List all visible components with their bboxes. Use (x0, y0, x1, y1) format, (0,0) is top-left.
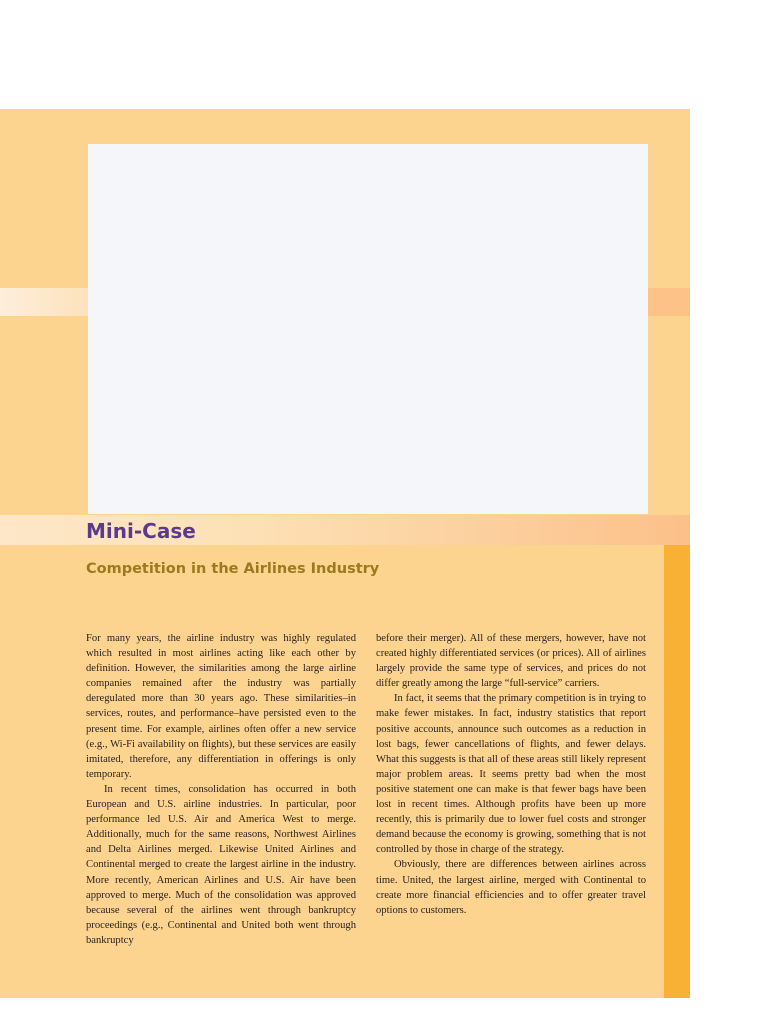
paragraph: In fact, it seems that the primary competition is in trying to make fewer mistakes. In fact, industry statistics that report positive accounts, announce such outcomes as a reduction in lost bags, fewer cancellations of flights, and fewer delays. What this suggests is that all of these areas still likely represent major problem areas. It seems pretty bad when the most positive statement one can make is that fewer bags have been lost in recent times. Although profits have been up more recently, this is primarily due to lower fuel costs and stronger demand because the economy is growing, something that is not controlled by those in charge of the strategy. (376, 693, 646, 856)
image-placeholder (88, 144, 648, 514)
left-accent-stripe (0, 288, 88, 316)
left-text-column (86, 631, 356, 948)
right-text-column (376, 631, 646, 918)
paragraph: In recent times, consolidation has occurred in both European and U.S. airline industries. In particular, poor performance led U.S. Air and America West to merge. Additionally, much for the same reasons, Northwest Airlines and Delta Airlines merged. Likewise United Airlines and Continental merged to create the largest airline in the industry. More recently, American Airlines and U.S. Air have been approved to merge. Much of the consolidation was approved because several of the airlines went through bankruptcy proceedings (e.g., Continental and United both went through bankruptcy (86, 783, 356, 946)
paragraph: before their merger). All of these mergers, however, have not created highly differentiated services (or prices). All of airlines largely provide the same type of services, and prices do not differ greatly among the large “full-service” carriers. (376, 633, 646, 690)
case-title: Competition in the Airlines Industry (86, 561, 380, 577)
section-label: Mini-Case (86, 519, 196, 543)
side-accent-bar (664, 545, 690, 998)
paragraph: Obviously, there are differences between airlines across time. United, the largest airline, merged with Continental to create more financial efficiencies and to offer greater travel options to customers. (376, 859, 646, 916)
right-accent-stripe (648, 288, 690, 316)
paragraph: For many years, the airline industry was highly regulated which resulted in most airlines acting like each other by definition. However, the similarities among the large airline companies remained after the industry was partially deregulated more than 30 years ago. These similarities–in services, routes, and performance–have persisted even to the present time. For example, airlines often offer a new service (e.g., Wi-Fi availability on flights), but these services are easily imitated, therefore, any differentiation in offerings is only temporary. (86, 633, 356, 780)
